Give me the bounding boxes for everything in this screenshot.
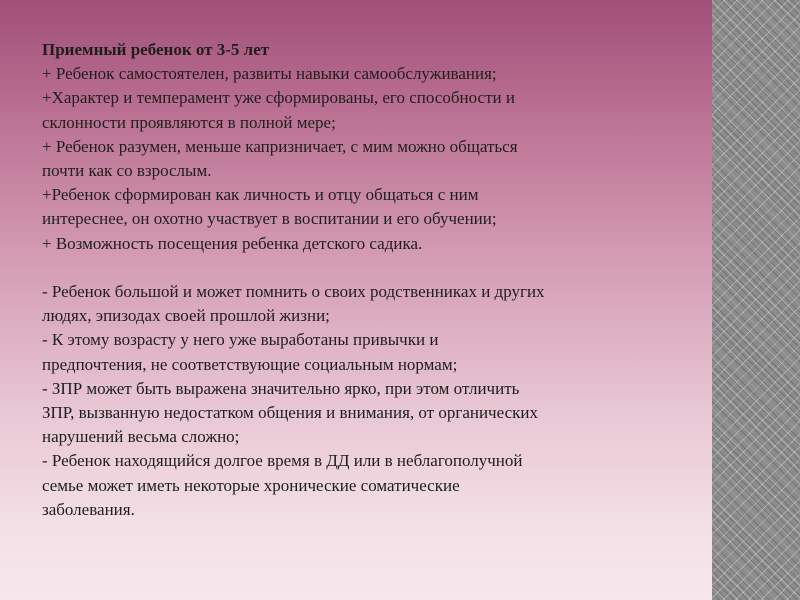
con-item-line: семье может иметь некоторые хронические соматические — [42, 475, 460, 495]
pro-item-line: почти как со взрослым. — [42, 161, 212, 181]
pro-item-line: + Возможность посещения ребенка детского садика. — [42, 233, 423, 253]
pro-item-line: +Характер и темперамент уже сформированы, его способности и — [42, 88, 515, 108]
slide-text-body — [42, 38, 702, 522]
con-item-line: нарушений весьма сложно; — [42, 427, 240, 447]
pro-item-line: + Ребенок разумен, меньше капризничает, с мим можно общаться — [42, 136, 518, 156]
pro-item-line: склонности проявляются в полной мере; — [42, 112, 336, 132]
section-spacer — [42, 256, 702, 280]
pro-item-line: +Ребенок сформирован как личность и отцу общаться с ним — [42, 185, 479, 205]
pro-item-line: + Ребенок самостоятелен, развиты навыки самообслуживания; — [42, 64, 497, 84]
con-item-line: - Ребенок находящийся долгое время в ДД или в неблагополучной — [42, 451, 523, 471]
pros-list — [42, 62, 702, 256]
pro-item — [42, 86, 702, 134]
con-item-line: людях, эпизодах своей прошлой жизни; — [42, 306, 330, 326]
pro-item — [42, 135, 702, 183]
con-item-line: ЗПР, вызванную недостатком общения и внимания, от органических — [42, 403, 538, 423]
pro-item-line: интереснее, он охотно участвует в воспитании и его обучении; — [42, 209, 497, 229]
pro-item — [42, 232, 702, 256]
con-item-line: заболевания. — [42, 499, 135, 519]
cons-list — [42, 280, 702, 522]
decorative-side-panel — [712, 0, 800, 600]
pro-item — [42, 183, 702, 231]
con-item — [42, 328, 702, 376]
con-item-line: предпочтения, не соответствующие социальным нормам; — [42, 354, 458, 374]
con-item — [42, 377, 702, 450]
con-item — [42, 280, 702, 328]
pro-item — [42, 62, 702, 86]
con-item — [42, 449, 702, 522]
con-item-line: - ЗПР может быть выражена значительно ярко, при этом отличить — [42, 378, 520, 398]
slide-title: Приемный ребенок от 3-5 лет — [42, 40, 270, 59]
con-item-line: - К этому возрасту у него уже выработаны привычки и — [42, 330, 439, 350]
con-item-line: - Ребенок большой и может помнить о своих родственниках и других — [42, 282, 545, 302]
